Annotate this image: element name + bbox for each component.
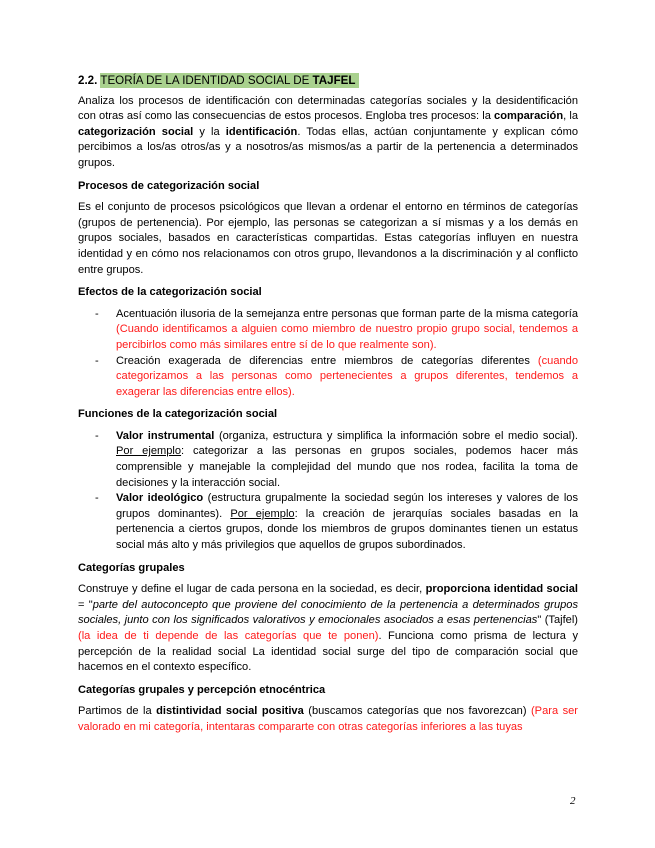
item-text: (organiza, estructura y simplifica la información sobre el medio social).	[214, 429, 578, 442]
dash-bullet: -	[95, 492, 99, 505]
term-distintividad: distintividad social positiva	[156, 705, 304, 718]
para-text: Construye y define el lugar de cada persona en la sociedad, es decir,	[78, 583, 426, 596]
subheading-procesos: Procesos de categorización social	[78, 179, 260, 192]
page-number: 2	[570, 795, 576, 807]
section-heading	[78, 73, 578, 89]
item-note-red: (Cuando identificamos a alguien como miembro de nuestro propio grupo social, tendemos a percibirlos como más similares entre sí de lo que realmente son).	[116, 323, 578, 351]
page-content	[78, 73, 578, 743]
section-title: TEORÍA DE LA IDENTIDAD SOCIAL DE	[100, 74, 310, 87]
term-identificacion: identificación	[225, 125, 298, 138]
note-red: (la idea de ti depende de las categorías que te ponen)	[78, 630, 379, 642]
item-bold-term: Valor ideológico	[116, 492, 204, 505]
intro-paragraph	[78, 94, 578, 172]
item-text: : categorizar a las personas en grupos sociales, podemos hacer más comprensible y manejable la complejidad del mundo que nos rodea, facilita la toma de decisiones y la interacción social.	[116, 445, 578, 489]
note-red: (Para ser valorado en mi categoría, intentaras compararte con otras categorías inferiores a las tuyas	[78, 705, 578, 733]
term-identidad-social: proporciona identidad social	[425, 583, 579, 596]
dash-bullet: -	[95, 307, 99, 320]
term-categorizacion: categorización social	[78, 125, 194, 138]
subheading-funciones: Funciones de la categorización social	[78, 408, 278, 421]
section-title-name: TAJFEL	[312, 74, 356, 87]
dash-bullet: -	[95, 429, 99, 442]
efectos-list	[78, 307, 578, 401]
list-item	[78, 354, 578, 401]
list-item	[78, 429, 578, 491]
list-item	[78, 307, 578, 354]
item-bold-term: Valor instrumental	[116, 429, 215, 442]
item-text: Acentuación ilusoria de la semejanza entre personas que forman parte de la misma categoría	[116, 307, 578, 320]
intro-text: . Todas ellas, actúan conjuntamente y explican cómo percibimos a los/as otros/as y a nosotros/as mismos/as a partir de la pertenencia a determinados grupos.	[78, 125, 578, 169]
tajfel-quote: parte del autoconcepto que proviene del conocimiento de la pertenencia a determinados grupos sociales, junto con los significados valorativos y emocionales asociados a esas pertenencias	[78, 598, 579, 627]
item-text: : la creación de jerarquías sociales basadas en la pertenencia a ciertos grupos, donde los miembros de grupos dominantes tienen un estatus social más alto y más privilegios que aquellos de grupos subordinados.	[116, 507, 578, 552]
etnocentrica-paragraph	[78, 704, 578, 735]
intro-text: Analiza los procesos de identificación con determinadas categorías sociales y la desidentificación con otras así como las consecuencias de estos procesos. Engloba tres procesos: la	[78, 94, 578, 123]
item-underlined: Por ejemplo	[116, 445, 182, 458]
para-text: . Funciona como prisma de lectura y percepción de la realidad social La identidad social surge del tipo de comparación social que hacemos en el contexto específico.	[78, 630, 579, 674]
list-item	[78, 491, 578, 553]
categorias-paragraph	[78, 582, 578, 676]
subheading-etnocentrica: Categorías grupales y percepción etnocéntrica	[78, 683, 326, 696]
section-number: 2.2.	[78, 74, 98, 87]
term-comparacion: comparación	[494, 110, 564, 123]
intro-text: , la	[563, 110, 578, 123]
item-note-red: (cuando categorizamos a las personas como pertenecientes a grupos diferentes, tendemos a exagerar las diferencias entre ellos).	[116, 354, 578, 398]
intro-text: y la	[193, 125, 226, 138]
item-text: Creación exagerada de diferencias entre miembros de categorías diferentes	[116, 354, 538, 367]
para-text: = "	[78, 598, 93, 611]
subheading-categorias: Categorías grupales	[78, 561, 185, 574]
heading-highlight	[100, 73, 358, 88]
procesos-paragraph: Es el conjunto de procesos psicológicos que llevan a ordenar el entorno en términos de categorías (grupos de pertenencia). Por ejemplo, las personas se categorizan a sí mismas y a los demás en grupos sociales, basados en características compartidas. Estas categorías influyen en nuestra identidad y en cómo nos relacionamos con otros grupo, llevandonos a la discriminación y al conflicto entre grupos.	[78, 201, 578, 276]
para-text: " (Tajfel)	[537, 614, 579, 627]
dash-bullet: -	[95, 354, 99, 367]
item-underlined: Por ejemplo	[230, 507, 295, 520]
para-text: Partimos de la	[78, 705, 157, 718]
para-text: (buscamos categorías que nos favorezcan)	[303, 705, 531, 718]
funciones-list	[78, 429, 578, 554]
subheading-efectos: Efectos de la categorización social	[78, 286, 262, 299]
item-text: (estructura grupalmente la sociedad según los intereses y valores de los grupos dominantes).	[116, 492, 578, 520]
